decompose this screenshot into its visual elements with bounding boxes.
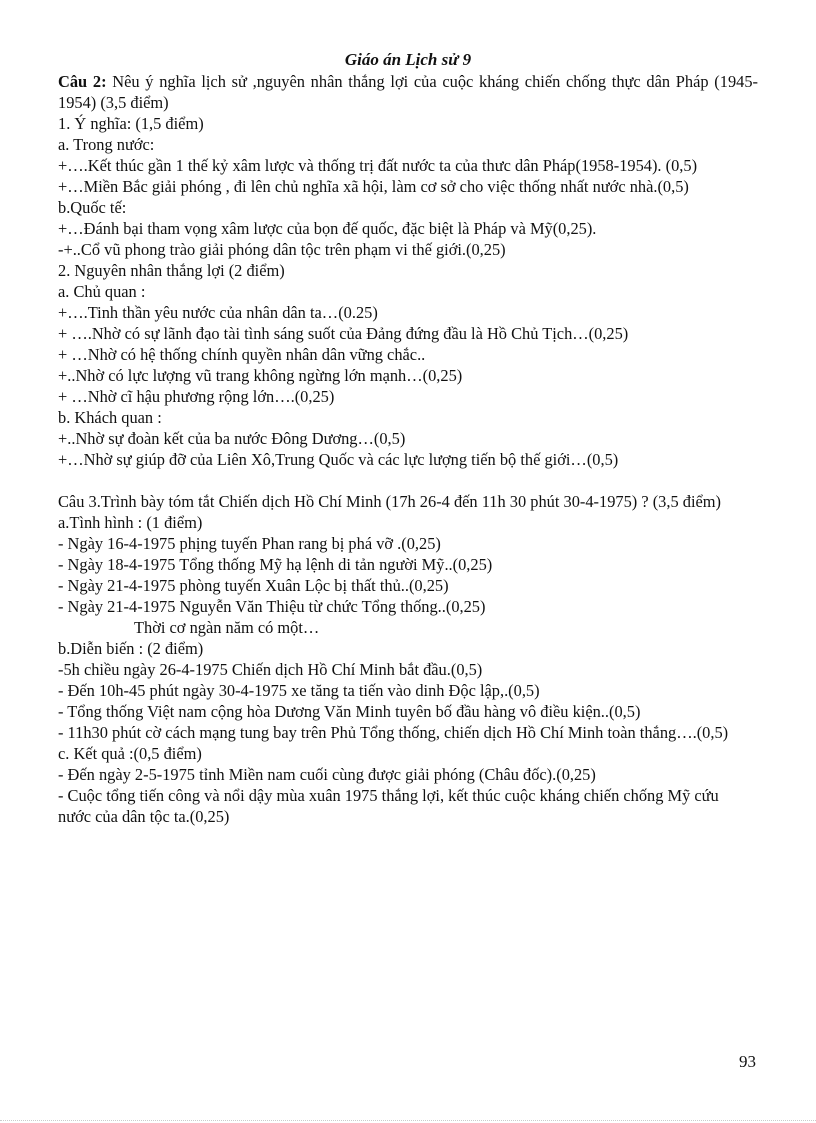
- q3-opportunity: Thời cơ ngàn năm có một…: [134, 618, 320, 637]
- page-bottom-divider: [0, 1120, 816, 1121]
- q2-line: a. Chủ quan :: [58, 282, 146, 301]
- q3-events-heading: b.Diễn biến : (2 điểm): [58, 639, 204, 658]
- q2-line: +…Đánh bại tham vọng xâm lược của bọn đế quốc, đặc biệt là Pháp và Mỹ(0,25).: [58, 219, 597, 238]
- question-3-title: Câu 3.Trình bày tóm tắt Chiến dịch Hồ Chí Minh (17h 26-4 đến 11h 30 phút 30-4-1975) ? (3,5 điểm): [58, 492, 721, 511]
- q2-line: +…Miền Bắc giải phóng , đi lên chủ nghĩa xã hội, làm cơ sở cho việc thống nhất nước nhà.(0,5): [58, 177, 689, 196]
- q2-line: 2. Nguyên nhân thắng lợi (2 điểm): [58, 261, 285, 280]
- q2-line: -+..Cổ vũ phong trào giải phóng dân tộc trên phạm vi thế giới.(0,25): [58, 240, 506, 259]
- question-2-title: [58, 71, 758, 113]
- q2-line: 1. Ý nghĩa: (1,5 điểm): [58, 114, 204, 133]
- q2-line: b. Khách quan :: [58, 408, 162, 427]
- q2-line: + ….Nhờ có sự lãnh đạo tài tình sáng suốt của Đảng đứng đầu là Hồ Chủ Tịch…(0,25): [58, 324, 629, 343]
- q3-event-line: -5h chiều ngày 26-4-1975 Chiến dịch Hồ Chí Minh bắt đầu.(0,5): [58, 660, 483, 679]
- question-2-label: Câu 2:: [58, 72, 107, 91]
- q3-situation-line: - Ngày 21-4-1975 phòng tuyến Xuân Lộc bị thất thủ..(0,25): [58, 576, 449, 595]
- q2-line: a. Trong nước:: [58, 135, 155, 154]
- q2-line: +..Nhờ sự đoàn kết của ba nước Đông Dương…(0,5): [58, 429, 406, 448]
- q3-event-line: - 11h30 phút cờ cách mạng tung bay trên Phủ Tổng thống, chiến dịch Hồ Chí Minh toàn thắng….(0,5): [58, 723, 729, 742]
- q3-result-line: - Cuộc tổng tiến công và nổi dậy mùa xuân 1975 thắng lợi, kết thúc cuộc kháng chiến chống Mỹ cứu nước của dân tộc ta.(0,25): [58, 786, 719, 826]
- q3-result-heading: c. Kết quả :(0,5 điểm): [58, 744, 202, 763]
- page-number: 93: [739, 1052, 756, 1071]
- q3-event-line: - Đến 10h-45 phút ngày 30-4-1975 xe tăng ta tiến vào dinh Độc lập,.(0,5): [58, 681, 540, 700]
- q2-line: +….Tinh thần yêu nước của nhân dân ta…(0.25): [58, 303, 378, 322]
- q3-result-line: - Đến ngày 2-5-1975 tỉnh Miền nam cuối cùng được giải phóng (Châu đốc).(0,25): [58, 765, 596, 784]
- q3-event-line: - Tổng thống Việt nam cộng hòa Dương Văn Minh tuyên bố đầu hàng vô điều kiện..(0,5): [58, 702, 641, 721]
- q2-line: +..Nhờ có lực lượng vũ trang không ngừng lớn mạnh…(0,25): [58, 366, 463, 385]
- page-header: Giáo án Lịch sử 9: [344, 50, 472, 69]
- q3-situation-line: - Ngày 16-4-1975 phịng tuyến Phan rang bị phá vỡ .(0,25): [58, 534, 441, 553]
- q2-line: + …Nhờ có hệ thống chính quyền nhân dân vững chắc..: [58, 345, 426, 364]
- q2-line: +….Kết thúc gần 1 thế kỷ xâm lược và thống trị đất nước ta của thưc dân Pháp(1958-1954). (0,5): [58, 156, 698, 175]
- document-body: [58, 71, 758, 827]
- q3-situation-heading: a.Tình hình : (1 điểm): [58, 513, 203, 532]
- q3-situation-line: - Ngày 18-4-1975 Tổng thống Mỹ hạ lệnh di tản người Mỹ..(0,25): [58, 555, 493, 574]
- q3-situation-line: - Ngày 21-4-1975 Nguyễn Văn Thiệu từ chức Tổng thống..(0,25): [58, 597, 486, 616]
- question-2-text: Nêu ý nghĩa lịch sử ,nguyên nhân thắng lợi của cuộc kháng chiến chống thực dân Pháp (1945-1954) (3,5 điểm): [58, 72, 758, 112]
- q2-line: b.Quốc tế:: [58, 198, 127, 217]
- q2-line: + …Nhờ cĩ hậu phương rộng lớn….(0,25): [58, 387, 335, 406]
- q2-line: +…Nhờ sự giúp đỡ của Liên Xô,Trung Quốc và các lực lượng tiến bộ thế giới…(0,5): [58, 450, 619, 469]
- section-gap: [58, 470, 758, 491]
